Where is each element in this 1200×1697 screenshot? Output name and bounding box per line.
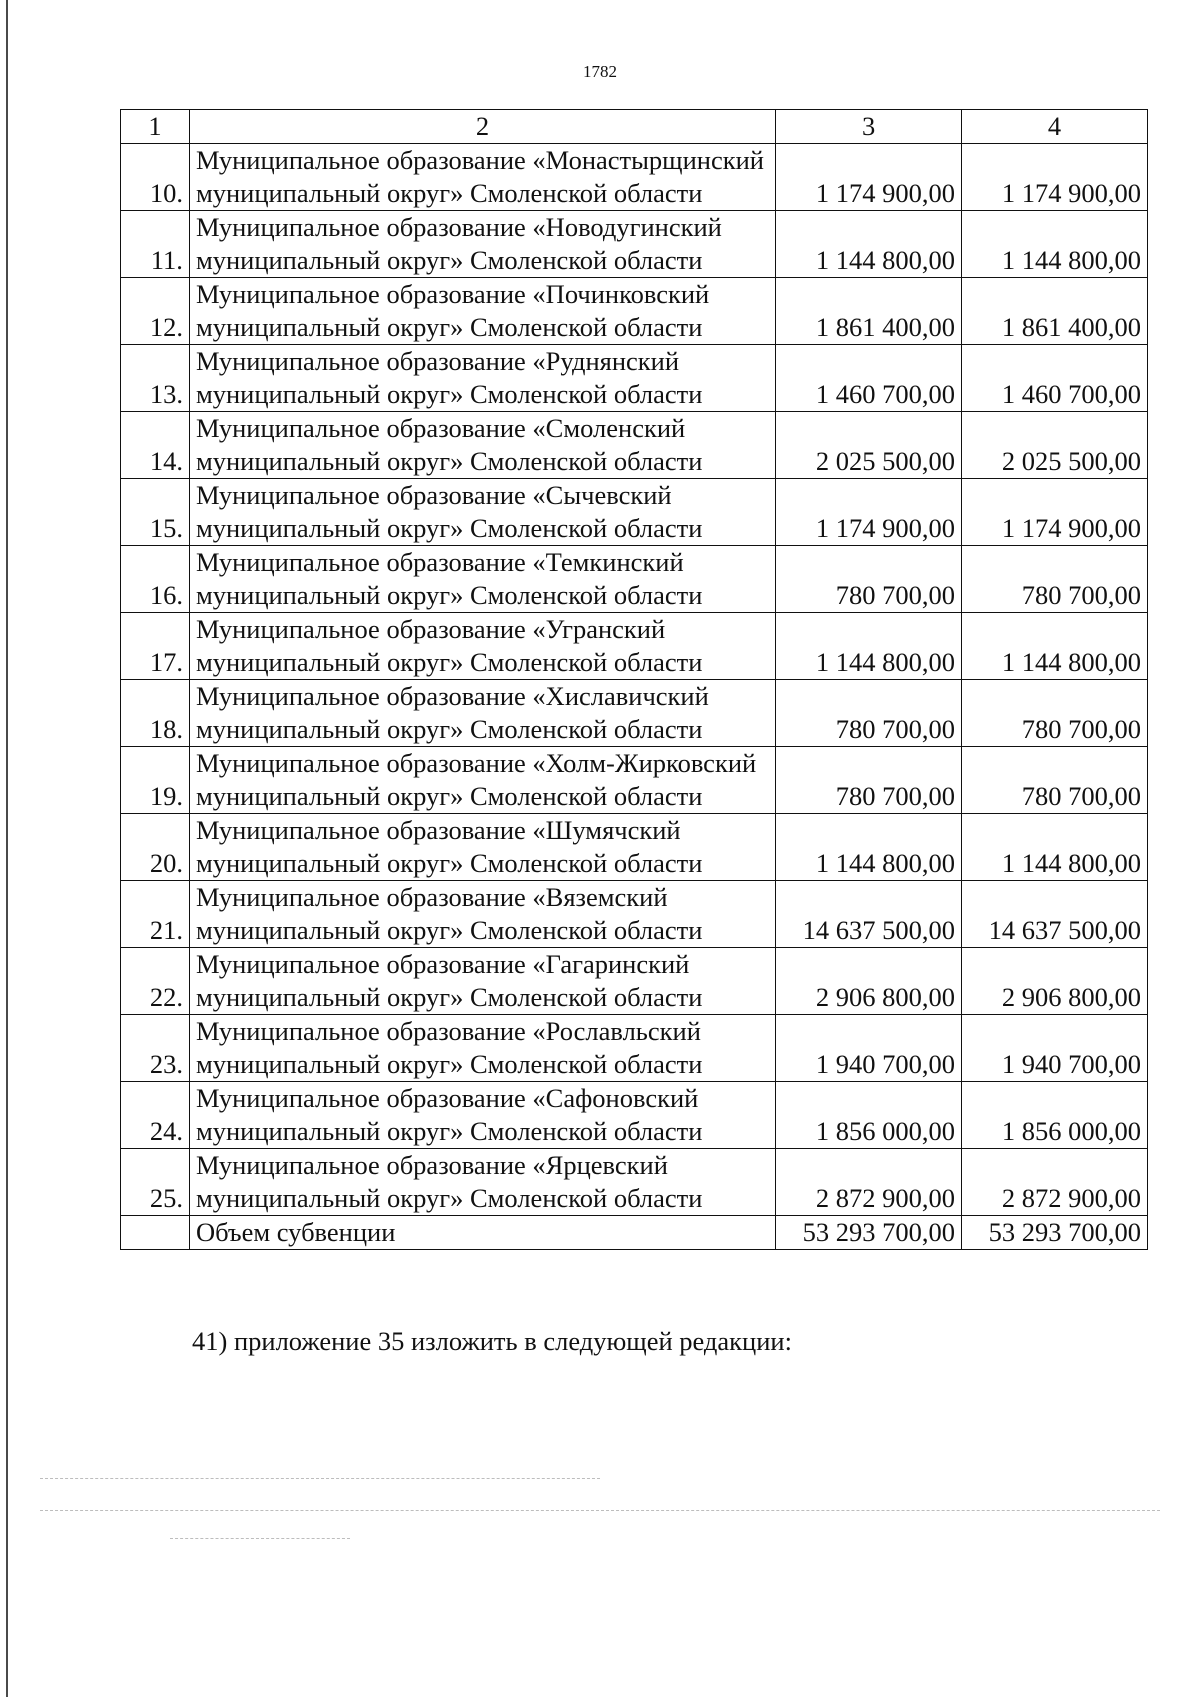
table-row xyxy=(121,1149,1148,1216)
table-row xyxy=(121,747,1148,814)
row-amount-col3: 1 460 700,00 xyxy=(776,345,962,412)
row-name: Муниципальное образование «Руднянский муниципальный округ» Смоленской области xyxy=(189,345,775,412)
row-name: Муниципальное образование «Вяземский муниципальный округ» Смоленской области xyxy=(189,881,775,948)
row-amount-col3: 2 906 800,00 xyxy=(776,948,962,1015)
row-name: Муниципальное образование «Ярцевский муниципальный округ» Смоленской области xyxy=(189,1149,775,1216)
table-row xyxy=(121,948,1148,1015)
scan-noise-line xyxy=(170,1538,350,1539)
row-amount-col3: 1 144 800,00 xyxy=(776,211,962,278)
row-number: 25. xyxy=(121,1149,190,1216)
table-row xyxy=(121,613,1148,680)
total-label: Объем субвенции xyxy=(189,1216,775,1250)
row-amount-col3: 2 025 500,00 xyxy=(776,412,962,479)
row-amount-col4: 1 174 900,00 xyxy=(962,144,1148,211)
row-name: Муниципальное образование «Шумячский муниципальный округ» Смоленской области xyxy=(189,814,775,881)
row-name: Муниципальное образование «Починковский муниципальный округ» Смоленской области xyxy=(189,278,775,345)
table-row xyxy=(121,278,1148,345)
subvention-table xyxy=(120,109,1148,1250)
row-amount-col4: 1 460 700,00 xyxy=(962,345,1148,412)
row-number: 16. xyxy=(121,546,190,613)
row-amount-col3: 1 940 700,00 xyxy=(776,1015,962,1082)
table-row xyxy=(121,1015,1148,1082)
row-amount-col4: 780 700,00 xyxy=(962,680,1148,747)
row-amount-col4: 1 144 800,00 xyxy=(962,613,1148,680)
row-number: 22. xyxy=(121,948,190,1015)
header-cell-3: 3 xyxy=(776,110,962,144)
row-amount-col4: 2 872 900,00 xyxy=(962,1149,1148,1216)
table-row xyxy=(121,1082,1148,1149)
row-amount-col3: 1 144 800,00 xyxy=(776,613,962,680)
row-amount-col4: 2 906 800,00 xyxy=(962,948,1148,1015)
row-number: 10. xyxy=(121,144,190,211)
table-row xyxy=(121,680,1148,747)
row-name: Муниципальное образование «Смоленский муниципальный округ» Смоленской области xyxy=(189,412,775,479)
row-amount-col4: 780 700,00 xyxy=(962,747,1148,814)
table-row xyxy=(121,881,1148,948)
row-number: 14. xyxy=(121,412,190,479)
row-name: Муниципальное образование «Темкинский муниципальный округ» Смоленской области xyxy=(189,546,775,613)
table-row xyxy=(121,479,1148,546)
row-number: 24. xyxy=(121,1082,190,1149)
scan-edge xyxy=(6,0,8,1697)
row-name: Муниципальное образование «Сычевский муниципальный округ» Смоленской области xyxy=(189,479,775,546)
row-number: 11. xyxy=(121,211,190,278)
total-amount-col4: 53 293 700,00 xyxy=(962,1216,1148,1250)
row-amount-col3: 1 144 800,00 xyxy=(776,814,962,881)
row-amount-col3: 780 700,00 xyxy=(776,546,962,613)
row-amount-col4: 1 144 800,00 xyxy=(962,814,1148,881)
row-amount-col3: 780 700,00 xyxy=(776,747,962,814)
row-amount-col3: 2 872 900,00 xyxy=(776,1149,962,1216)
row-amount-col4: 780 700,00 xyxy=(962,546,1148,613)
row-amount-col3: 1 174 900,00 xyxy=(776,479,962,546)
row-name: Муниципальное образование «Хиславичский муниципальный округ» Смоленской области xyxy=(189,680,775,747)
total-amount-col3: 53 293 700,00 xyxy=(776,1216,962,1250)
table-row xyxy=(121,814,1148,881)
row-name: Муниципальное образование «Сафоновский муниципальный округ» Смоленской области xyxy=(189,1082,775,1149)
row-name: Муниципальное образование «Холм-Жирковский муниципальный округ» Смоленской области xyxy=(189,747,775,814)
row-name: Муниципальное образование «Рославльский муниципальный округ» Смоленской области xyxy=(189,1015,775,1082)
table-row xyxy=(121,211,1148,278)
row-amount-col3: 780 700,00 xyxy=(776,680,962,747)
row-name: Муниципальное образование «Монастырщинский муниципальный округ» Смоленской области xyxy=(189,144,775,211)
row-number: 23. xyxy=(121,1015,190,1082)
total-number xyxy=(121,1216,190,1250)
header-cell-2: 2 xyxy=(189,110,775,144)
row-number: 15. xyxy=(121,479,190,546)
row-amount-col4: 1 144 800,00 xyxy=(962,211,1148,278)
row-number: 18. xyxy=(121,680,190,747)
row-number: 13. xyxy=(121,345,190,412)
row-number: 17. xyxy=(121,613,190,680)
row-number: 19. xyxy=(121,747,190,814)
row-amount-col4: 1 856 000,00 xyxy=(962,1082,1148,1149)
table-row xyxy=(121,412,1148,479)
table-row xyxy=(121,144,1148,211)
page-number: 1782 xyxy=(583,62,617,81)
table-row xyxy=(121,345,1148,412)
table-header-row xyxy=(121,110,1148,144)
table-row xyxy=(121,546,1148,613)
row-amount-col4: 1 861 400,00 xyxy=(962,278,1148,345)
row-name: Муниципальное образование «Новодугинский муниципальный округ» Смоленской области xyxy=(189,211,775,278)
row-amount-col3: 1 174 900,00 xyxy=(776,144,962,211)
scan-noise-line xyxy=(40,1478,600,1479)
header-cell-4: 4 xyxy=(962,110,1148,144)
header-cell-1: 1 xyxy=(121,110,190,144)
scan-noise-line xyxy=(40,1510,1160,1511)
row-name: Муниципальное образование «Гагаринский муниципальный округ» Смоленской области xyxy=(189,948,775,1015)
row-name: Муниципальное образование «Угранский муниципальный округ» Смоленской области xyxy=(189,613,775,680)
row-number: 12. xyxy=(121,278,190,345)
row-number: 21. xyxy=(121,881,190,948)
footnote-text: 41) приложение 35 изложить в следующей редакции: xyxy=(192,1326,792,1356)
row-amount-col4: 1 940 700,00 xyxy=(962,1015,1148,1082)
row-amount-col3: 14 637 500,00 xyxy=(776,881,962,948)
row-amount-col4: 1 174 900,00 xyxy=(962,479,1148,546)
row-amount-col3: 1 861 400,00 xyxy=(776,278,962,345)
table-total-row xyxy=(121,1216,1148,1250)
row-number: 20. xyxy=(121,814,190,881)
row-amount-col4: 14 637 500,00 xyxy=(962,881,1148,948)
row-amount-col3: 1 856 000,00 xyxy=(776,1082,962,1149)
row-amount-col4: 2 025 500,00 xyxy=(962,412,1148,479)
